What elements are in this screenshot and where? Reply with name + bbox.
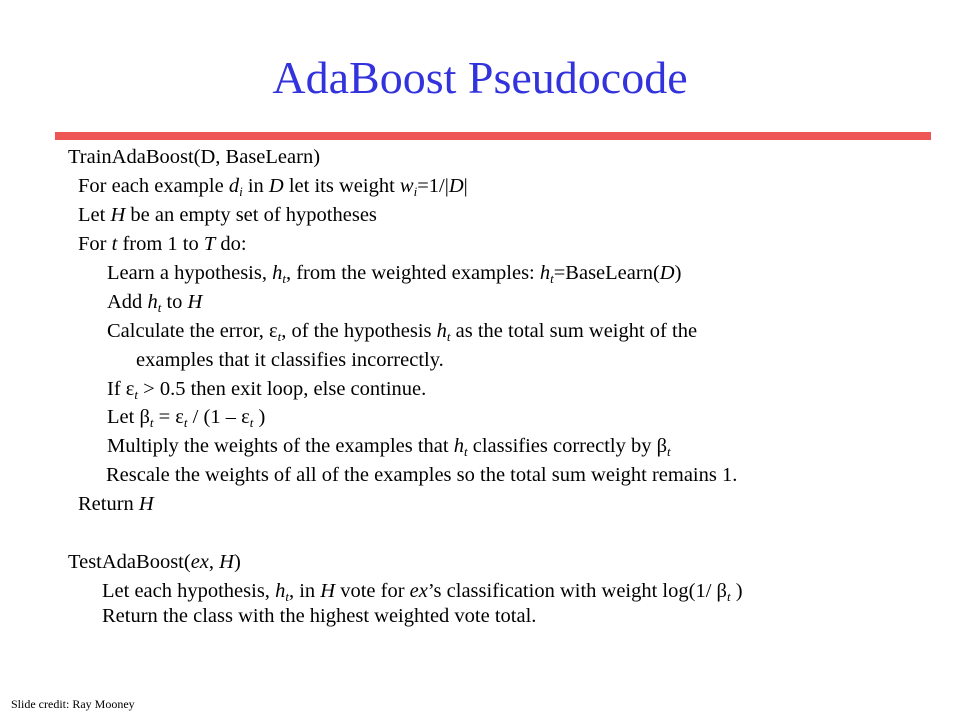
exit-line: If $\varepsilon_t > 0.5$ then exit loop, else continue. — [107, 378, 427, 402]
init-weights-line: For each example $d_i$ in D let its weight $w_i=1/|D|$ — [78, 175, 468, 199]
error-continuation-line: examples that it classifies incorrectly. — [136, 349, 444, 371]
vote-line: Let each hypothesis, $h_t$, in H vote for ex’s classification with weight log(1/ $\beta_t$ ) — [102, 580, 743, 604]
error-line: Calculate the error, $\varepsilon_t$, of the hypothesis $h_t$ as the total sum weight of the — [107, 320, 698, 344]
slide-title: AdaBoost Pseudocode — [272, 52, 688, 103]
multiply-line: Multiply the weights of the examples that $h_t$ classifies correctly by $\beta_t$ — [107, 435, 671, 459]
loop-line: For t from 1 to T do: — [78, 233, 247, 255]
test-return-line: Return the class with the highest weighted vote total. — [102, 605, 537, 627]
train-header: TrainAdaBoost(D, BaseLearn) — [68, 146, 321, 168]
slide-credit: Slide credit: Ray Mooney — [11, 697, 135, 711]
train-return-line: Return H — [78, 493, 154, 515]
learn-line: Learn a hypothesis, $h_t$, from the weighted examples: $h_t=BaseLearn(D)$ — [107, 262, 682, 286]
empty-hypotheses-line: Let H be an empty set of hypotheses — [78, 204, 377, 226]
test-header: TestAdaBoost(ex, H) — [68, 551, 241, 573]
beta-line: Let $\beta_t = \varepsilon_t / (1 - \varepsilon_t$ ) — [107, 406, 266, 430]
title-divider — [55, 132, 931, 140]
add-line: Add $h_t$ to H — [107, 291, 203, 315]
rescale-line: Rescale the weights of all of the examples so the total sum weight remains 1. — [106, 464, 738, 486]
